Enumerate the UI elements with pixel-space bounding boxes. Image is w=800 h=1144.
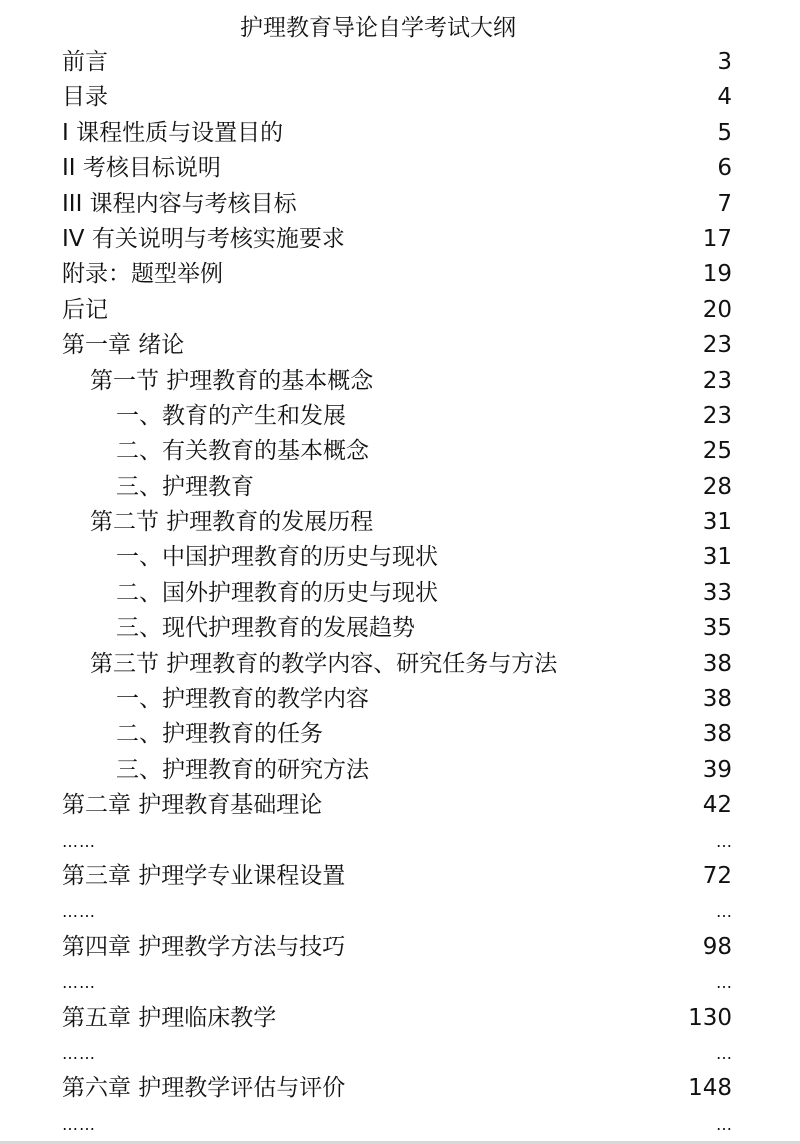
- toc-page-number: …: [716, 973, 732, 993]
- toc-entry: [0, 540, 800, 575]
- toc-page-number: 23: [702, 332, 732, 359]
- toc-entry-label: 前言: [62, 49, 108, 75]
- toc-entry: [0, 717, 800, 752]
- toc-entry: [0, 1071, 800, 1106]
- toc-entry-label: 一、护理教育的教学内容: [116, 686, 369, 713]
- toc-entry: [0, 187, 800, 222]
- toc-page-number: 6: [717, 155, 732, 182]
- toc-entry: [0, 293, 800, 328]
- toc-entry: [0, 576, 800, 611]
- toc-entry: [0, 257, 800, 292]
- toc-page-number: 148: [688, 1075, 732, 1102]
- toc-entry-label: 第一节 护理教育的基本概念: [90, 367, 374, 394]
- toc-entry: [0, 80, 800, 115]
- toc-entry: [0, 45, 800, 80]
- toc-page-number: 72: [702, 862, 732, 889]
- toc-page-number: 28: [702, 473, 732, 500]
- toc-page-number: 98: [702, 933, 732, 960]
- toc-entry: [0, 788, 800, 823]
- toc-page-number: 33: [702, 579, 732, 606]
- toc-page-number: 130: [688, 1004, 732, 1031]
- toc-entry: [0, 151, 800, 186]
- toc-entry-label: 二、有关教育的基本概念: [116, 438, 369, 465]
- toc-page-number: 23: [702, 367, 732, 394]
- toc-entry-label: 第二节 护理教育的发展历程: [90, 509, 374, 536]
- toc-entry-label: 三、现代护理教育的发展趋势: [116, 615, 415, 642]
- toc-entry-label: 第二章 护理教育基础理论: [62, 792, 323, 819]
- toc-ellipsis: ……: [62, 1114, 96, 1134]
- toc-entry-label: 第一章 绪论: [62, 332, 185, 359]
- toc-entry: [0, 824, 800, 859]
- toc-entry: [0, 611, 800, 646]
- toc-page-number: 17: [702, 225, 732, 252]
- toc-entry-label: 第五章 护理临床教学: [62, 1004, 277, 1031]
- toc-entry: [0, 753, 800, 788]
- toc-entry: [0, 505, 800, 540]
- toc-entry: [0, 930, 800, 965]
- toc-entry-label: 后记: [62, 296, 108, 323]
- toc-page-number: 31: [702, 544, 732, 571]
- toc-entry: [0, 682, 800, 717]
- toc-entry-label: III 课程内容与考核目标: [62, 190, 297, 217]
- toc-ellipsis: ……: [62, 902, 96, 922]
- toc-entry: [0, 965, 800, 1000]
- toc-entry-label: 二、护理教育的任务: [116, 721, 323, 748]
- toc-ellipsis: ……: [62, 1043, 96, 1063]
- toc-entry: [0, 434, 800, 469]
- toc-page-number: 3: [717, 49, 732, 75]
- toc-ellipsis: ……: [62, 831, 96, 851]
- toc-page-number: 25: [702, 438, 732, 465]
- toc-entry-label: 目录: [62, 84, 108, 111]
- toc-entry: [0, 894, 800, 929]
- toc-entry: [0, 859, 800, 894]
- toc-entry-label: 三、护理教育的研究方法: [116, 756, 369, 783]
- toc-page-number: …: [716, 902, 732, 922]
- table-of-contents: [0, 45, 800, 1142]
- toc-entry: [0, 116, 800, 151]
- document-title: 护理教育导论自学考试大纲: [240, 15, 516, 41]
- toc-entry-label: 第六章 护理教学评估与评价: [62, 1075, 346, 1102]
- toc-entry-label: 一、中国护理教育的历史与现状: [116, 544, 438, 571]
- toc-entry: [0, 399, 800, 434]
- toc-page-number: 38: [702, 650, 732, 677]
- toc-page-number: …: [716, 1114, 732, 1134]
- toc-page-number: …: [716, 831, 732, 851]
- toc-entry-label: 第三章 护理学专业课程设置: [62, 862, 346, 889]
- toc-page-number: 20: [702, 296, 732, 323]
- toc-page-number: 42: [702, 792, 732, 819]
- toc-page-number: 19: [702, 261, 732, 288]
- toc-entry: [0, 364, 800, 399]
- toc-page-number: 31: [702, 509, 732, 536]
- toc-entry-label: 三、护理教育: [116, 473, 254, 500]
- toc-page-number: 23: [702, 402, 732, 429]
- toc-entry: [0, 1107, 800, 1142]
- toc-entry-label: 二、国外护理教育的历史与现状: [116, 579, 438, 606]
- toc-page-number: 4: [717, 84, 732, 111]
- toc-entry: [0, 470, 800, 505]
- toc-page-number: 39: [702, 756, 732, 783]
- toc-entry-label: 第三节 护理教育的教学内容、研究任务与方法: [90, 650, 558, 677]
- toc-page-number: 35: [702, 615, 732, 642]
- toc-page-number: 7: [717, 190, 732, 217]
- toc-page-number: 5: [717, 119, 732, 146]
- toc-entry-label: I 课程性质与设置目的: [62, 119, 284, 146]
- toc-page-number: …: [716, 1043, 732, 1063]
- toc-entry: [0, 328, 800, 363]
- toc-entry: [0, 1036, 800, 1071]
- toc-entry-label: 一、教育的产生和发展: [116, 402, 346, 429]
- toc-ellipsis: ……: [62, 973, 96, 993]
- toc-entry: [0, 1001, 800, 1036]
- toc-page-number: 38: [702, 721, 732, 748]
- toc-entry: [0, 647, 800, 682]
- toc-entry-label: IV 有关说明与考核实施要求: [62, 225, 345, 252]
- toc-page-number: 38: [702, 686, 732, 713]
- toc-entry: [0, 222, 800, 257]
- toc-entry-label: 第四章 护理教学方法与技巧: [62, 933, 346, 960]
- toc-entry-label: 附录：题型举例: [62, 261, 223, 288]
- toc-entry-label: II 考核目标说明: [62, 155, 221, 182]
